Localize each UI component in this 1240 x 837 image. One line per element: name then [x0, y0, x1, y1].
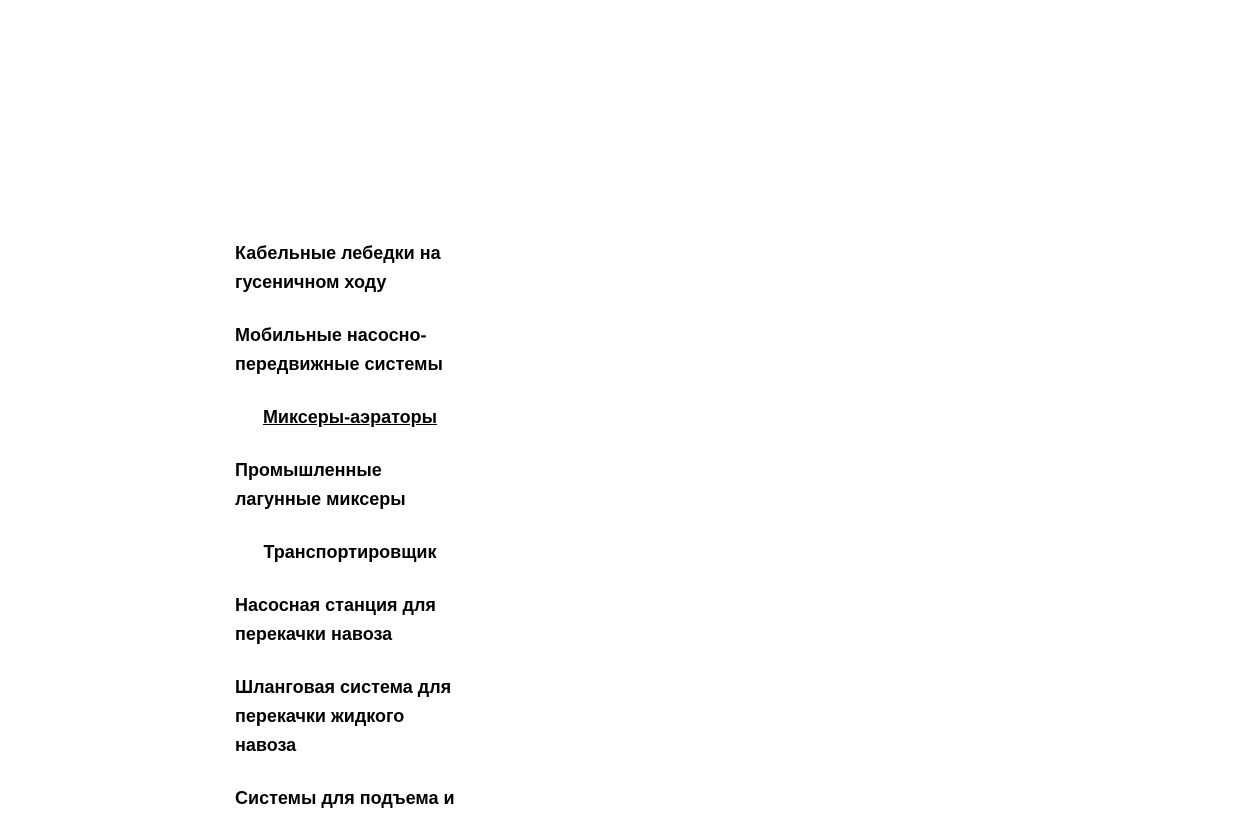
menu-link-mixers-aerators[interactable]: Миксеры-аэраторы — [262, 407, 438, 427]
menu-link-cable-winches[interactable]: Кабельные лебедки на гусеничном ходу — [235, 243, 441, 292]
menu-item — [235, 591, 465, 649]
menu-item — [235, 538, 465, 567]
menu-item — [235, 673, 465, 760]
menu-item — [235, 784, 465, 813]
category-menu — [235, 239, 465, 837]
menu-link-pump-station[interactable]: Насосная станция для перекачки навоза — [235, 595, 436, 644]
menu-item — [235, 321, 465, 379]
menu-link-hose-system[interactable]: Шланговая система для перекачки жидкого навоза — [235, 677, 452, 755]
menu-item — [235, 239, 465, 297]
menu-link-transporter[interactable]: Транспортировщик — [263, 542, 437, 562]
menu-item — [235, 403, 465, 432]
menu-link-lagoon-mixers[interactable]: Промышленные лагунные миксеры — [235, 460, 406, 509]
menu-link-mobile-pump-systems[interactable]: Мобильные насосно-передвижные системы — [235, 325, 443, 374]
menu-item — [235, 456, 465, 514]
menu-link-lifting-systems[interactable]: Системы для подъема и — [235, 788, 455, 808]
